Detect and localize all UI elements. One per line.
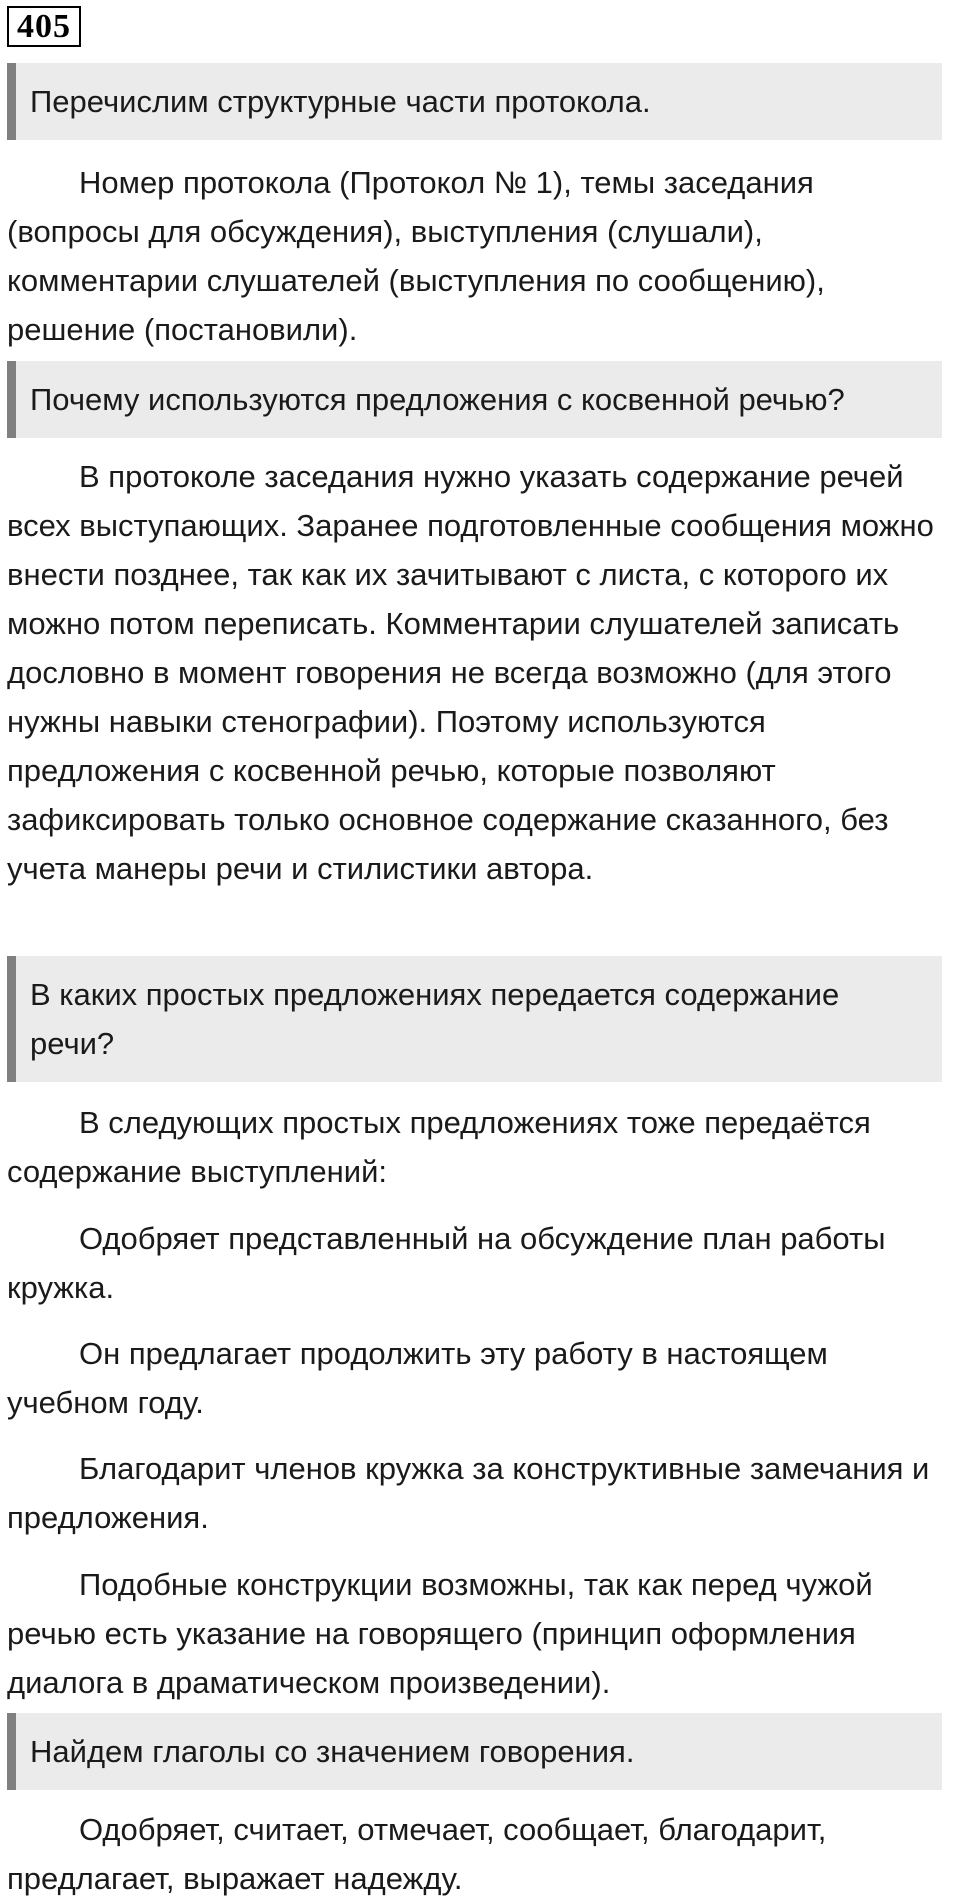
question-text: Найдем глаголы со значением говорения.	[30, 1734, 635, 1769]
question-header-1	[7, 63, 942, 140]
question-text: Перечислим структурные части протокола.	[30, 84, 651, 119]
question-header-4	[7, 1713, 942, 1790]
explanation-paragraph	[7, 1560, 942, 1707]
example-sentence-3	[7, 1444, 942, 1542]
answer-paragraph: Номер протокола (Протокол № 1), темы заседания (вопросы для обсуждения), выступления (слушали), комментарии слушателей (выступления по сообщению), решение (постановили).	[7, 165, 825, 347]
question-header-2	[7, 361, 942, 438]
answer-paragraph: Благодарит членов кружка за конструктивные замечания и предложения.	[7, 1451, 930, 1535]
question-header-3	[7, 956, 942, 1082]
task-number-badge: 405	[7, 6, 81, 47]
question-text: В каких простых предложениях передается содержание речи?	[30, 977, 840, 1061]
answer-block-3	[7, 1098, 942, 1196]
answer-paragraph: В следующих простых предложениях тоже передаётся содержание выступлений:	[7, 1105, 871, 1189]
answer-paragraph: Одобряет представленный на обсуждение план работы кружка.	[7, 1221, 886, 1305]
answer-block-4	[7, 1805, 942, 1903]
question-text: Почему используются предложения с косвенной речью?	[30, 382, 845, 417]
answer-paragraph: В протоколе заседания нужно указать содержание речей всех выступающих. Заранее подготовленные сообщения можно внести позднее, так как их зачитывают с листа, с которого их можно потом переписать. Комментарии слушателей записать дословно в момент говорения не всегда возможно (для этого нужны навыки стенографии). Поэтому используются предложения с косвенной речью, которые позволяют зафиксировать только основное содержание сказанного, без учета манеры речи и стилистики автора.	[7, 459, 934, 886]
answer-paragraph: Он предлагает продолжить эту работу в настоящем учебном году.	[7, 1336, 828, 1420]
example-sentence-1	[7, 1214, 942, 1312]
answer-block-1	[7, 158, 942, 354]
answer-block-2	[7, 452, 942, 893]
example-sentence-2	[7, 1329, 942, 1427]
answer-paragraph: Подобные конструкции возможны, так как перед чужой речью есть указание на говорящего (принцип оформления диалога в драматическом произведении).	[7, 1567, 873, 1700]
answer-paragraph: Одобряет, считает, отмечает, сообщает, благодарит, предлагает, выражает надежду.	[7, 1812, 827, 1896]
